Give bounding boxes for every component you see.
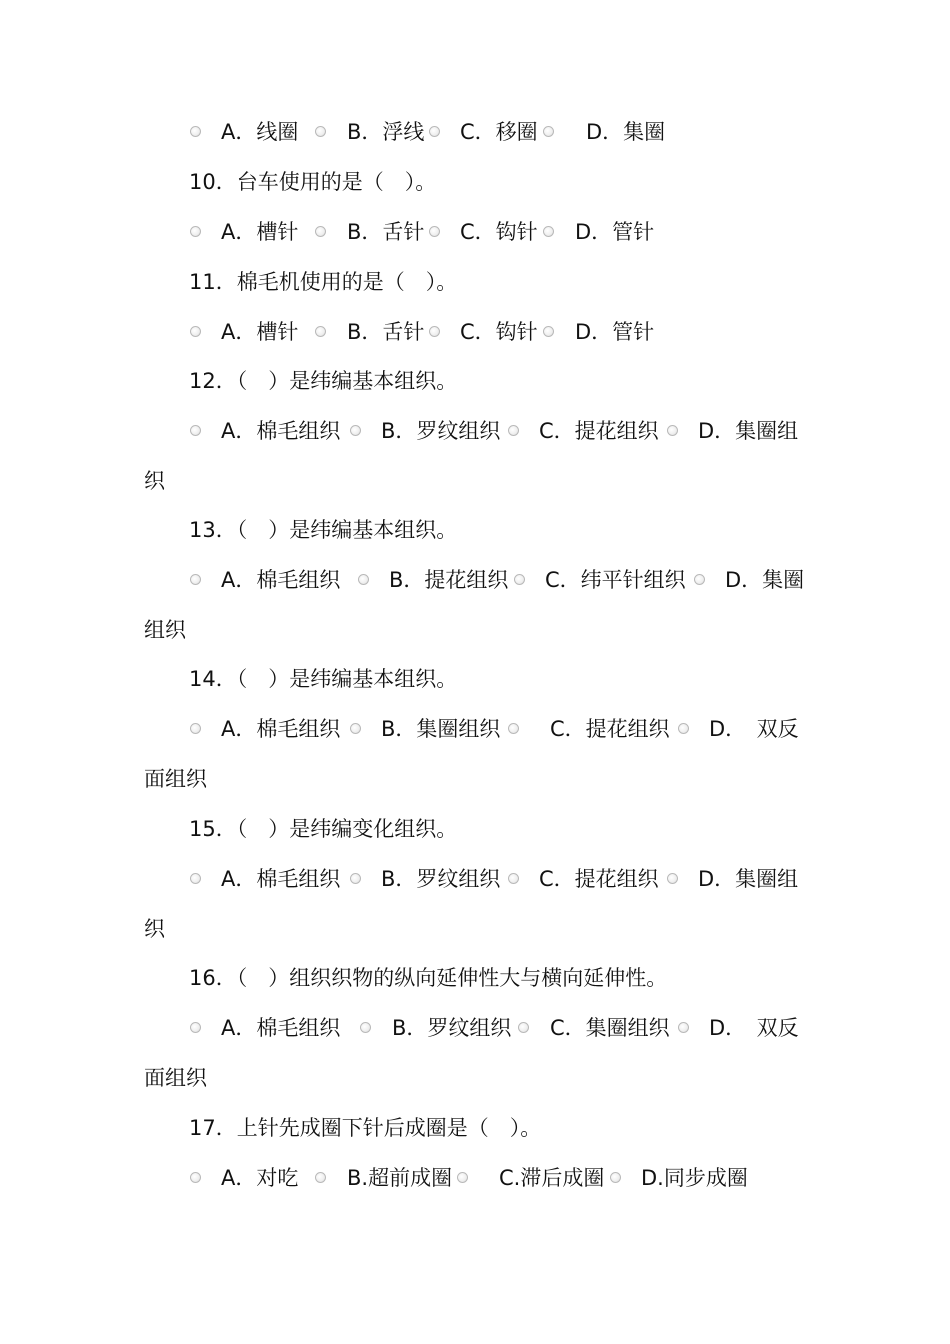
q12-continuation-row — [0, 463, 950, 499]
q10-stem: 10．台车使用的是（ ）。 — [189, 170, 437, 194]
radio-button-icon[interactable] — [694, 574, 705, 585]
radio-button-icon[interactable] — [429, 326, 440, 337]
q13-option-a: A．棉毛组织 — [221, 568, 341, 592]
q12-option-b: B．罗纹组织 — [381, 419, 501, 443]
q9-option-c: C．移圈 — [460, 120, 538, 144]
q17-options-row — [0, 1160, 950, 1196]
radio-button-icon[interactable] — [678, 723, 689, 734]
q16-stem: 16．（ ）组织织物的纵向延伸性大与横向延伸性。 — [189, 966, 668, 990]
q15-options-row — [0, 861, 950, 897]
radio-button-icon[interactable] — [667, 425, 678, 436]
q14-option-a: A．棉毛组织 — [221, 717, 341, 741]
q16-option-d-continuation: 面组织 — [144, 1066, 207, 1090]
radio-button-icon[interactable] — [315, 326, 326, 337]
q9-option-d: D．集圈 — [586, 120, 666, 144]
q11-option-a: A．槽针 — [221, 320, 299, 344]
q14-option-d-continuation: 面组织 — [144, 767, 207, 791]
q11-stem: 11．棉毛机使用的是（ ）。 — [189, 270, 458, 294]
q12-option-d-continuation: 织 — [144, 469, 165, 493]
radio-button-icon[interactable] — [190, 326, 201, 337]
radio-button-icon[interactable] — [429, 226, 440, 237]
q17-option-b: B.超前成圈 — [347, 1166, 453, 1190]
q13-stem: 13．（ ）是纬编基本组织。 — [189, 518, 458, 542]
q12-option-d: D．集圈组 — [698, 419, 799, 443]
q12-options-row — [0, 413, 950, 449]
q12-option-c: C．提花组织 — [539, 419, 659, 443]
q14-continuation-row — [0, 761, 950, 797]
q14-option-d: D． 双反 — [709, 717, 799, 741]
q10-options-row — [0, 214, 950, 250]
q17-option-a: A．对吃 — [221, 1166, 299, 1190]
q16-options-row — [0, 1010, 950, 1046]
q9-option-b: B．浮线 — [347, 120, 425, 144]
q15-option-d: D．集圈组 — [698, 867, 799, 891]
radio-button-icon[interactable] — [190, 574, 201, 585]
q13-continuation-row — [0, 612, 950, 648]
q11-option-d: D．管针 — [575, 320, 655, 344]
q14-stem-row — [0, 661, 950, 697]
q9-option-a: A．线圈 — [221, 120, 299, 144]
q13-option-d: D．集圈 — [725, 568, 805, 592]
q16-option-d: D． 双反 — [709, 1016, 799, 1040]
q15-continuation-row — [0, 911, 950, 947]
q14-stem: 14．（ ）是纬编基本组织。 — [189, 667, 458, 691]
q10-option-d: D．管针 — [575, 220, 655, 244]
q15-stem-row — [0, 811, 950, 847]
radio-button-icon[interactable] — [360, 1022, 371, 1033]
q11-option-c: C．钩针 — [460, 320, 538, 344]
radio-button-icon[interactable] — [190, 873, 201, 884]
radio-button-icon[interactable] — [667, 873, 678, 884]
q14-options-row — [0, 711, 950, 747]
radio-button-icon[interactable] — [190, 126, 201, 137]
q14-option-b: B．集圈组织 — [381, 717, 501, 741]
radio-button-icon[interactable] — [190, 723, 201, 734]
radio-button-icon[interactable] — [514, 574, 525, 585]
q16-option-c: C．集圈组织 — [550, 1016, 670, 1040]
q13-options-row — [0, 562, 950, 598]
radio-button-icon[interactable] — [350, 723, 361, 734]
q10-stem-row — [0, 164, 950, 200]
q13-option-b: B．提花组织 — [389, 568, 509, 592]
radio-button-icon[interactable] — [543, 126, 554, 137]
q17-stem: 17．上针先成圈下针后成圈是（ ）。 — [189, 1116, 542, 1140]
q13-option-c: C．纬平针组织 — [545, 568, 686, 592]
q11-options-row — [0, 314, 950, 350]
q10-option-b: B．舌针 — [347, 220, 425, 244]
radio-button-icon[interactable] — [508, 873, 519, 884]
radio-button-icon[interactable] — [315, 226, 326, 237]
q17-stem-row — [0, 1110, 950, 1146]
q9-options-row — [0, 114, 950, 150]
q10-option-a: A．槽针 — [221, 220, 299, 244]
q16-stem-row — [0, 960, 950, 996]
q11-stem-row — [0, 264, 950, 300]
radio-button-icon[interactable] — [508, 425, 519, 436]
radio-button-icon[interactable] — [543, 226, 554, 237]
q15-stem: 15．（ ）是纬编变化组织。 — [189, 817, 458, 841]
radio-button-icon[interactable] — [429, 126, 440, 137]
q12-stem: 12．（ ）是纬编基本组织。 — [189, 369, 458, 393]
q16-continuation-row — [0, 1060, 950, 1096]
q15-option-c: C．提花组织 — [539, 867, 659, 891]
radio-button-icon[interactable] — [190, 425, 201, 436]
radio-button-icon[interactable] — [350, 873, 361, 884]
radio-button-icon[interactable] — [610, 1172, 621, 1183]
radio-button-icon[interactable] — [518, 1022, 529, 1033]
radio-button-icon[interactable] — [190, 1022, 201, 1033]
q15-option-d-continuation: 织 — [144, 917, 165, 941]
q15-option-b: B．罗纹组织 — [381, 867, 501, 891]
q14-option-c: C．提花组织 — [550, 717, 670, 741]
q16-option-a: A．棉毛组织 — [221, 1016, 341, 1040]
q16-option-b: B．罗纹组织 — [392, 1016, 512, 1040]
q10-option-c: C．钩针 — [460, 220, 538, 244]
radio-button-icon[interactable] — [678, 1022, 689, 1033]
radio-button-icon[interactable] — [190, 1172, 201, 1183]
radio-button-icon[interactable] — [190, 226, 201, 237]
q17-option-c: C.滞后成圈 — [499, 1166, 605, 1190]
q13-option-d-continuation: 组织 — [144, 618, 186, 642]
q15-option-a: A．棉毛组织 — [221, 867, 341, 891]
radio-button-icon[interactable] — [315, 1172, 326, 1183]
q17-option-d: D.同步成圈 — [641, 1166, 748, 1190]
radio-button-icon[interactable] — [543, 326, 554, 337]
radio-button-icon[interactable] — [508, 723, 519, 734]
radio-button-icon[interactable] — [350, 425, 361, 436]
radio-button-icon[interactable] — [457, 1172, 468, 1183]
radio-button-icon[interactable] — [358, 574, 369, 585]
q11-option-b: B．舌针 — [347, 320, 425, 344]
q13-stem-row — [0, 512, 950, 548]
radio-button-icon[interactable] — [315, 126, 326, 137]
q12-option-a: A．棉毛组织 — [221, 419, 341, 443]
q12-stem-row — [0, 363, 950, 399]
